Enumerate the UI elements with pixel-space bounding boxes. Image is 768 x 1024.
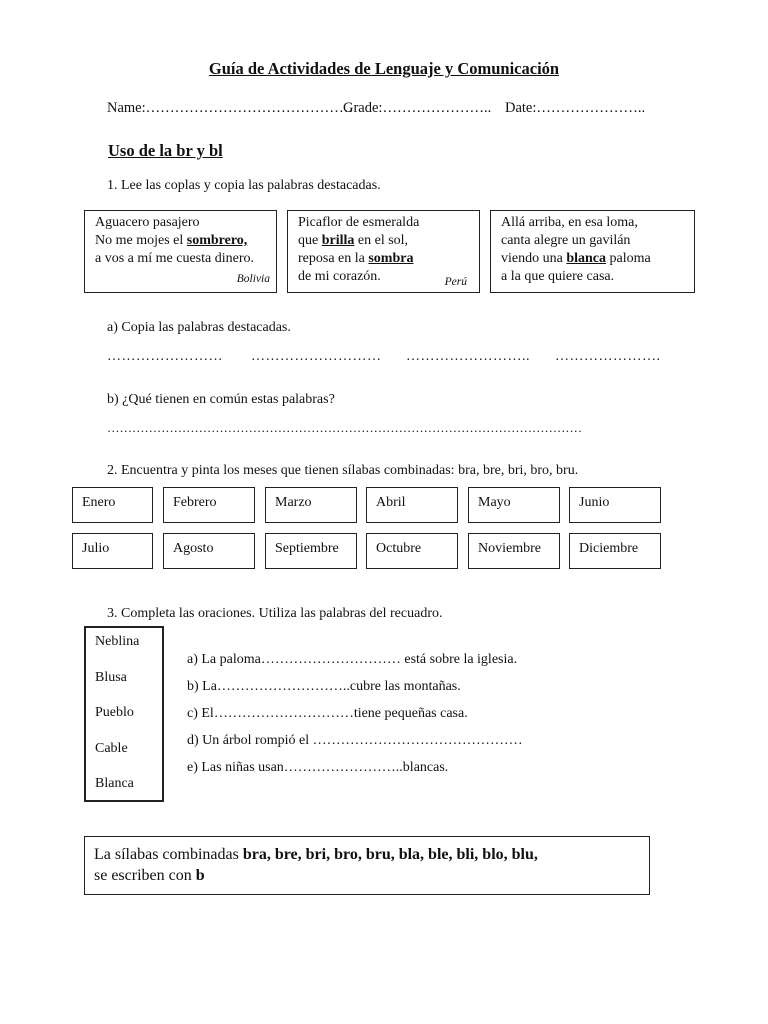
highlighted-word: sombra [368,251,414,266]
rule-text: La sílabas combinadas [94,846,243,863]
rule-text: se escriben con [94,867,196,884]
q2-prompt: 2. Encuentra y pinta los meses que tienen sílabas combinadas: bra, bre, bri, bro, bru. [107,463,579,478]
month-noviembre[interactable]: Noviembre [468,533,560,569]
highlighted-word: blanca [566,251,607,266]
sentence-d[interactable]: d) Un árbol rompió el ……………………………………… [187,733,523,748]
copla-line: Picaflor de esmeralda [298,215,420,230]
copla-line: Allá arriba, en esa loma, [501,215,638,230]
rule-syllables: bra, bre, bri, bro, bru, bla, ble, bli, blo, blu, [242,846,538,863]
copla-text: paloma [606,251,651,266]
word-bank-item: Blusa [95,669,127,685]
answer-blank-b[interactable]: …………………………………………………………………………………………………… [107,421,582,435]
month-marzo[interactable]: Marzo [265,487,357,523]
month-abril[interactable]: Abril [366,487,458,523]
q3-prompt: 3. Completa las oraciones. Utiliza las palabras del recuadro. [107,606,443,621]
rule-box [84,836,650,895]
month-julio[interactable]: Julio [72,533,153,569]
copla-text: No me mojes el [95,233,187,248]
answer-blank-3[interactable]: …………………….. [406,349,530,364]
page-title: Guía de Actividades de Lenguaje y Comunicación [208,59,560,78]
name-field[interactable]: Name:……………………………………. [107,100,353,116]
copla-line: Aguacero pasajero [95,215,200,230]
month-diciembre[interactable]: Diciembre [569,533,661,569]
month-septiembre[interactable]: Septiembre [265,533,357,569]
word-bank [84,626,164,802]
copla-line: a la que quiere casa. [501,269,615,284]
word-bank-item: Neblina [95,634,140,649]
grade-field[interactable]: Grade:………………….. [343,100,492,116]
answer-blank-4[interactable]: …………………. [555,349,661,364]
word-bank-item: Pueblo [95,705,134,720]
sentence-e[interactable]: e) Las niñas usan……………………..blancas. [187,760,449,775]
month-mayo[interactable]: Mayo [468,487,560,523]
date-field[interactable]: Date:………………….. [505,100,646,116]
copla-text: viendo una [501,251,567,266]
highlighted-word: sombrero, [186,233,248,248]
copla-box-1 [84,210,277,293]
month-enero[interactable]: Enero [72,487,153,523]
copla-line: canta alegre un gavilán [501,233,631,248]
month-agosto[interactable]: Agosto [163,533,255,569]
q1a-prompt: a) Copia las palabras destacadas. [107,320,291,335]
copla-text: reposa en la [298,251,369,266]
section-title: Uso de la br y bl [108,141,223,160]
copla-line: de mi corazón. [298,269,381,284]
copla-text: en el sol, [354,233,409,248]
copla-line: a vos a mí me cuesta dinero. [95,251,255,266]
copla-source: Bolivia [236,273,270,285]
word-bank-item: Cable [95,740,128,756]
copla-text: que [298,233,322,248]
copla-box-2 [287,210,480,293]
highlighted-word: brilla [321,233,355,248]
month-junio[interactable]: Junio [569,487,661,523]
month-octubre[interactable]: Octubre [366,533,458,569]
answer-blank-2[interactable]: ……………………… [251,349,382,364]
sentence-a[interactable]: a) La paloma………………………… está sobre la iglesia. [187,652,518,667]
q1b-prompt: b) ¿Qué tienen en común estas palabras? [107,392,335,407]
sentence-c[interactable]: c) El…………………………tiene pequeñas casa. [187,706,468,721]
rule-letter: b [195,867,205,884]
month-febrero[interactable]: Febrero [163,487,255,523]
word-bank-item: Blanca [95,776,134,791]
copla-source: Perú [444,276,467,288]
sentence-b[interactable]: b) La………………………..cubre las montañas. [187,679,461,694]
answer-blank-1[interactable]: …………………… [107,349,223,364]
copla-box-3 [490,210,695,293]
q1-prompt: 1. Lee las coplas y copia las palabras destacadas. [107,178,381,193]
